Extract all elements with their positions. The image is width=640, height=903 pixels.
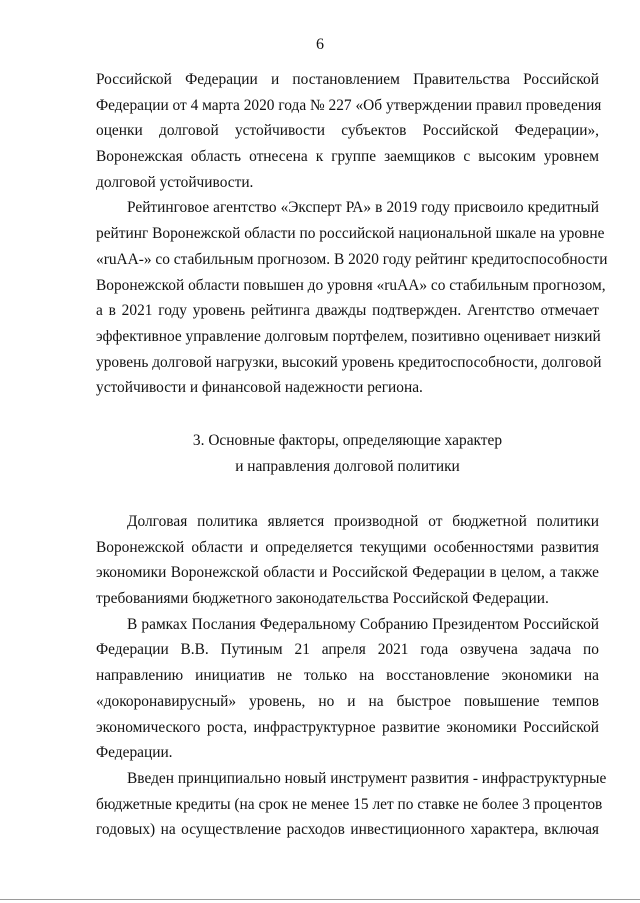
- text-block-bottom: [96, 509, 607, 843]
- heading-line: 3. Основные факторы, определяющие характер: [192, 432, 503, 449]
- page-number: 6: [316, 36, 324, 53]
- paragraph-line: экономического роста, инфраструктурное развитие экономики Российской: [96, 718, 599, 736]
- paragraph-line: Долговая политика является производной от бюджетной политики: [127, 513, 599, 530]
- paragraph-line: Воронежской области и определяется текущими особенностями развития: [96, 538, 599, 556]
- paragraph-line: Рейтинговое агентство «Эксперт РА» в 2019 году присвоило кредитный: [127, 199, 599, 217]
- paragraph-line: устойчивости и финансовой надежности региона.: [96, 379, 423, 397]
- paragraph-line: требованиями бюджетного законодательства Российской Федерации.: [96, 590, 549, 608]
- paragraph-line: Федерации.: [96, 744, 173, 762]
- paragraph-line: долговой устойчивости.: [96, 173, 254, 191]
- paragraph-line: Введен принципиально новый инструмент развития - инфраструктурные: [127, 769, 607, 787]
- paragraph-line: Федерации В.В. Путиным 21 апреля 2021 года озвучена задача по: [96, 641, 599, 659]
- paragraph-line: эффективное управление долговым портфелем, позитивно оценивает низкий: [96, 327, 601, 345]
- paragraph-line: уровень долговой нагрузки, высокий уровень кредитоспособности, долговой: [96, 353, 602, 371]
- paragraph-line: а в 2021 году уровень рейтинга дважды подтвержден. Агентство отмечает: [96, 302, 599, 320]
- paragraph-line: «докоронавирусный» уровень, но и на быстрое повышение темпов: [96, 692, 599, 710]
- paragraph-line: В рамках Послания Федеральному Собранию Президентом Российской: [127, 615, 599, 633]
- paragraph-line: Федерации от 4 марта 2020 года № 227 «Об утверждении правил проведения: [96, 96, 602, 114]
- text-block-top: [96, 67, 608, 401]
- paragraph-line: «ruAA-» со стабильным прогнозом. В 2020 году рейтинг кредитоспособности: [96, 250, 608, 268]
- paragraph-line: Российской Федерации и постановлением Правительства Российской: [96, 71, 599, 88]
- paragraph-line: бюджетные кредиты (на срок не менее 15 лет по ставке не более 3 процентов: [96, 795, 603, 813]
- paragraph-presidential-address: [96, 612, 599, 766]
- paragraph-line: Воронежской области повышен до уровня «ruAA» со стабильным прогнозом,: [96, 276, 606, 294]
- paragraph-line: годовых) на осуществление расходов инвестиционного характера, включая: [96, 821, 599, 839]
- paragraph-line: направлению инициатив не только на восстановление экономики на: [96, 667, 599, 685]
- paragraph-credit-rating: [96, 195, 608, 401]
- paragraph-line: Воронежская область отнесена к группе заемщиков с высоким уровнем: [96, 148, 599, 166]
- paragraph-debt-policy: [96, 509, 599, 612]
- section-heading: [96, 428, 599, 480]
- page-bottom-edge: [0, 899, 640, 900]
- paragraph-line: рейтинг Воронежской области по российской национальной шкале на уровне: [96, 225, 605, 243]
- heading-line: и направления долговой политики: [235, 458, 460, 475]
- paragraph-infrastructure-credits: [96, 766, 607, 843]
- paragraph-debt-stability: [96, 67, 602, 195]
- paragraph-line: оценки долговой устойчивости субъектов Российской Федерации»,: [96, 122, 599, 140]
- paragraph-line: экономики Воронежской области и Российской Федерации в целом, а также: [96, 564, 599, 582]
